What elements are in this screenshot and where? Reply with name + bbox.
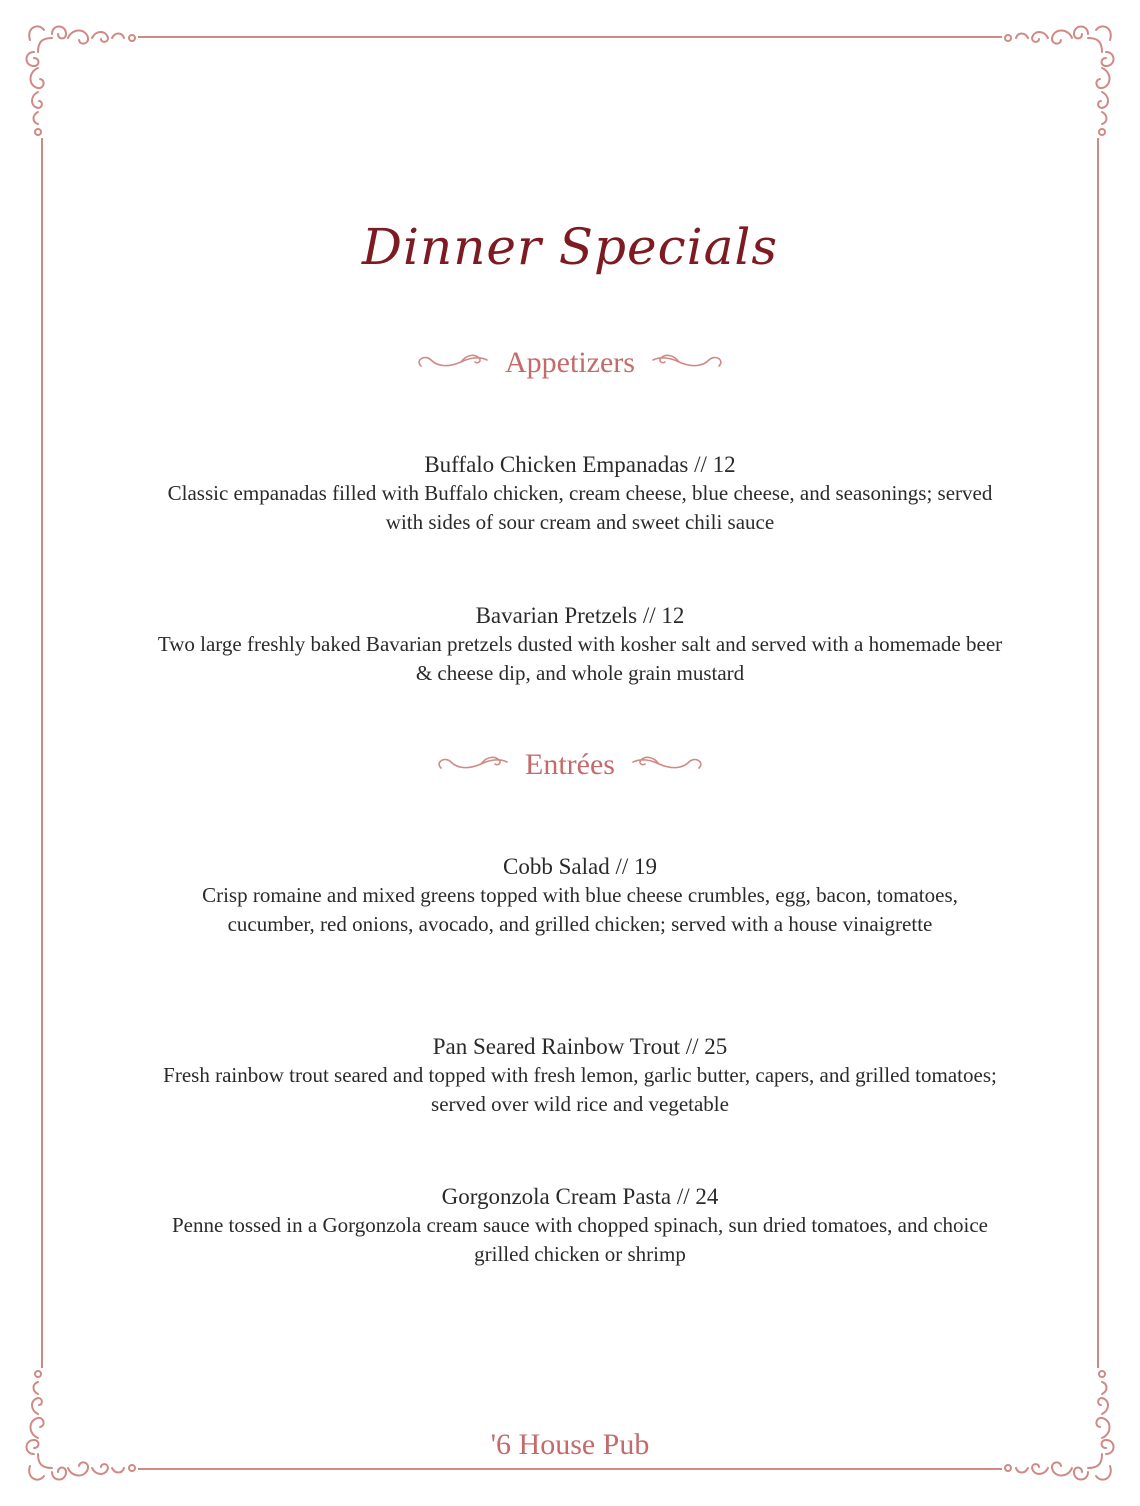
section-heading-appetizers xyxy=(0,346,1140,380)
menu-item-description: Penne tossed in a Gorgonzola cream sauce with chopped spinach, sun dried tomatoes, and choice grilled chicken or shrimp xyxy=(171,1213,989,1266)
corner-flourish-icon xyxy=(27,26,136,135)
corner-flourish-icon xyxy=(27,1371,136,1480)
footer-pub-name: '6 House Pub xyxy=(490,1428,650,1461)
corner-flourish-icon xyxy=(1005,26,1114,135)
heading-flourish-left-icon xyxy=(435,752,511,778)
heading-flourish-right-icon xyxy=(649,350,725,376)
menu-item xyxy=(190,852,970,939)
menu-item-name: Buffalo Chicken Empanadas // 12 xyxy=(424,452,736,477)
menu-item-description: Two large freshly baked Bavarian pretzels dusted with kosher salt and served with a homemade beer & cheese dip, and whole grain mustard xyxy=(157,632,1003,685)
page-title: Dinner Specials xyxy=(361,218,779,276)
menu-item-description: Crisp romaine and mixed greens topped with blue cheese crumbles, egg, bacon, tomatoes, cucumber, red onions, avocado, and grilled chicken; served with a house vinaigrette xyxy=(202,883,958,936)
menu-item-description: Fresh rainbow trout seared and topped with fresh lemon, garlic butter, capers, and grilled tomatoes; served over wild rice and vegetable xyxy=(163,1063,997,1116)
menu-item-name: Gorgonzola Cream Pasta // 24 xyxy=(441,1184,719,1209)
heading-flourish-right-icon xyxy=(629,752,705,778)
section-heading-entrees xyxy=(0,748,1140,782)
menu-item xyxy=(150,1182,1010,1269)
menu-item-name: Cobb Salad // 19 xyxy=(503,854,657,879)
menu-item xyxy=(150,1032,1010,1119)
corner-flourish-icon xyxy=(1005,1371,1114,1480)
heading-flourish-left-icon xyxy=(415,350,491,376)
section-heading-label: Appetizers xyxy=(505,346,635,379)
menu-item xyxy=(150,450,1010,537)
section-heading-label: Entrées xyxy=(525,748,615,781)
menu-item-description: Classic empanadas filled with Buffalo chicken, cream cheese, blue cheese, and seasonings; served with sides of sour cream and sweet chili sauce xyxy=(167,481,993,534)
menu-item-name: Pan Seared Rainbow Trout // 25 xyxy=(432,1034,728,1059)
menu-item xyxy=(150,601,1010,688)
menu-item-name: Bavarian Pretzels // 12 xyxy=(475,603,685,628)
